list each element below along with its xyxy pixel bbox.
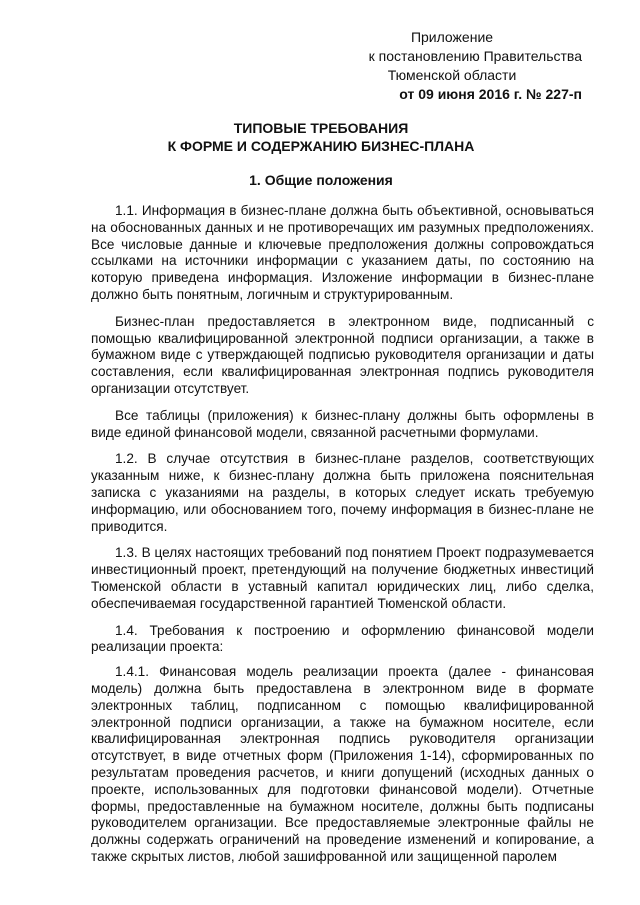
paragraph-1-4: 1.4. Требования к построению и оформлению финансовой модели реализации проекта: (91, 622, 594, 655)
appendix-region: Тюменской области (387, 67, 517, 83)
document-body (91, 203, 594, 876)
paragraph-tables: Все таблицы (приложения) к бизнес-плану должны быть оформлены в виде единой финансовой модели, связанной расчетными формулами. (91, 407, 594, 440)
section-heading: 1. Общие положения (249, 172, 393, 188)
paragraph-electronic-form: Бизнес-план предоставляется в электронном виде, подписанный с помощью квалифицированной электронной подписи организации, а также в бумажном виде с утверждающей подписью руководителя организации и даты составления, если квалифицированная электронная подпись руководителя организации отсутствует. (91, 313, 594, 396)
paragraph-1-4-1: 1.4.1. Финансовая модель реализации проекта (далее - финансовая модель) должна быть предоставлена в электронном виде в формате электронных таблиц, подписанном с помощью квалифицированной электронной подписи организации, а также на бумажном носителе, если квалифицированная электронная подпись руководителя организации отсутствует, в виде отчетных форм (Приложения 1-14), сформированных по результатам проведения расчетов, и книги допущений (исходных данных о проекте, использованных для подготовки финансовой модели). Отчетные формы, предоставленные на бумажном носителе, должны быть подписаны руководителем организации. Все предоставляемые электронные файлы не должны содержать ограничений на проведение изменений и копирование, а также скрытых листов, любой зашифрованной или защищенной паролем (91, 664, 594, 864)
appendix-resolution: к постановлению Правительства (368, 48, 582, 64)
appendix-block (322, 28, 582, 104)
document-title (90, 119, 552, 155)
paragraph-1-1: 1.1. Информация в бизнес-плане должна быть объективной, основываться на обоснованных данных и не противоречащих им разумных предположениях. Все числовые данные и ключевые предположения должны сопровождаться ссылками на источники информации с указанием даты, по состоянию на которую приведена информация. Изложение информации в бизнес-плане должно быть понятным, логичным и структурированным. (91, 203, 594, 302)
appendix-date: от 09 июня 2016 г. № 227-п (399, 86, 582, 102)
paragraph-1-3: 1.3. В целях настоящих требований под понятием Проект подразумевается инвестиционный проект, претендующий на получение бюджетных инвестиций Тюменской области в уставный капитал юридических лиц, либо сделка, обеспечиваемая государственной гарантией Тюменской области. (91, 545, 594, 611)
paragraph-1-2: 1.2. В случае отсутствия в бизнес-плане разделов, соответствующих указанным ниже, к бизнес-плану должна быть приложена пояснительная записка с указаниями на разделы, в которых следует искать требуемую информацию, или обоснованием того, почему информация в бизнес-плане не приводится. (91, 451, 594, 534)
title-line-2: К ФОРМЕ И СОДЕРЖАНИЮ БИЗНЕС-ПЛАНА (167, 138, 475, 154)
appendix-label: Приложение (410, 29, 494, 45)
title-line-1: ТИПОВЫЕ ТРЕБОВАНИЯ (233, 120, 409, 136)
